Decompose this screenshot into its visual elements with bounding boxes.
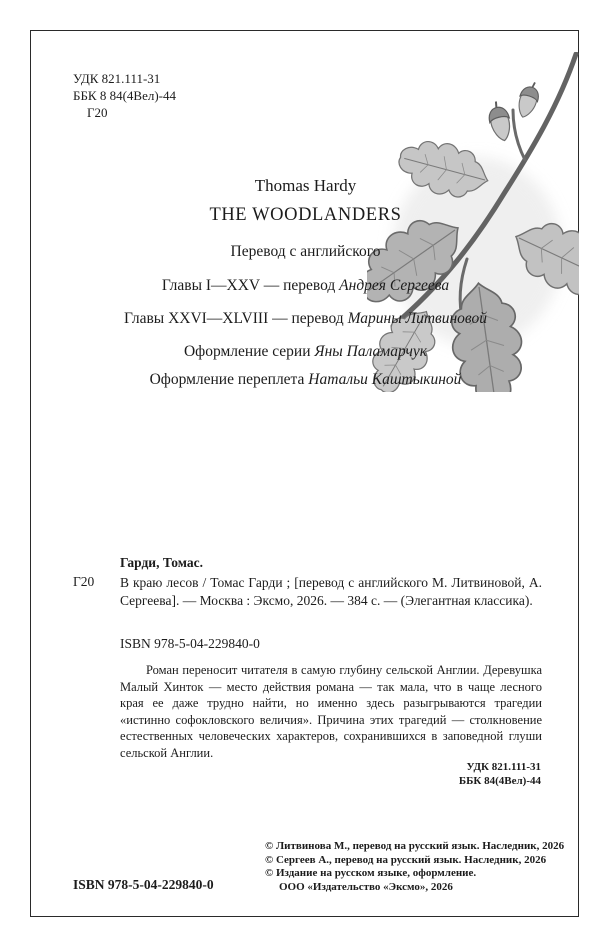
credit-name: Андрея Сергеева <box>339 277 450 294</box>
credit-prefix: Главы I—XXV — перевод <box>161 277 340 294</box>
credit-prefix: Оформление серии <box>183 343 315 360</box>
copyright-line: © Издание на русском языке, оформление. <box>265 867 477 879</box>
credit-prefix: Главы XXVI—XLVIII — перевод <box>124 310 348 327</box>
catalog-description: В краю лесов / Томас Гарди ; [перевод с английского М. Литвиновой, А. Сергеева]. — Москва : Эксмо, 2026. — 384 с. — (Элегантная классика). <box>120 575 542 608</box>
catalog-code: Г20 <box>73 574 95 589</box>
credit-name: Натальи Каштыкиной <box>308 371 462 388</box>
isbn-bottom: ISBN 978-5-04-229840-0 <box>73 877 214 892</box>
udk-code: УДК 821.111-31 <box>73 71 161 86</box>
translation-note: Перевод с английского <box>230 243 381 260</box>
udk-code-bottom: УДК 821.111-31 <box>466 761 541 773</box>
original-author: Thomas Hardy <box>254 176 357 195</box>
annotation-text: Роман переносит читателя в самую глубину сельской Англии. Деревушка Малый Хинток — место действия романа — так мала, что в чаще лесного края ее даже трудно найти, но именно здесь разыгрываются трагедии «истинно софокловского величия». Причина этих трагедий — столкновение естественных человеческих характеров, сохранившихся в заповедной глуши сельской Англии. <box>120 663 542 760</box>
bbk-code-bottom: ББК 84(4Вел)-44 <box>458 775 541 787</box>
credit-line-series-design <box>0 343 611 361</box>
credit-name: Яны Паламарчук <box>314 343 428 360</box>
copyright-line: © Сергеев А., перевод на русский язык. Наследник, 2026 <box>265 853 547 866</box>
bottom-codes-block <box>459 760 541 788</box>
bbk-code: ББК 8 84(4Вел)-44 <box>73 88 177 103</box>
credit-name: Марины Литвиновой <box>347 310 487 327</box>
original-title: THE WOODLANDERS <box>209 205 402 225</box>
copyright-line: ООО «Издательство «Эксмо», 2026 <box>279 880 453 893</box>
credit-line-chapters-1-25 <box>0 277 611 295</box>
credit-line-cover-design <box>0 371 611 389</box>
copyright-block <box>265 840 564 894</box>
book-code: Г20 <box>87 105 108 120</box>
catalog-isbn: ISBN 978-5-04-229840-0 <box>120 636 260 651</box>
top-codes-block <box>73 70 176 121</box>
credit-prefix: Оформление переплета <box>149 371 309 388</box>
catalog-author-heading: Гарди, Томас. <box>120 555 203 570</box>
copyright-line: © Литвинова М., перевод на русский язык. Наследник, 2026 <box>265 840 565 852</box>
credit-line-chapters-26-48 <box>0 310 611 328</box>
